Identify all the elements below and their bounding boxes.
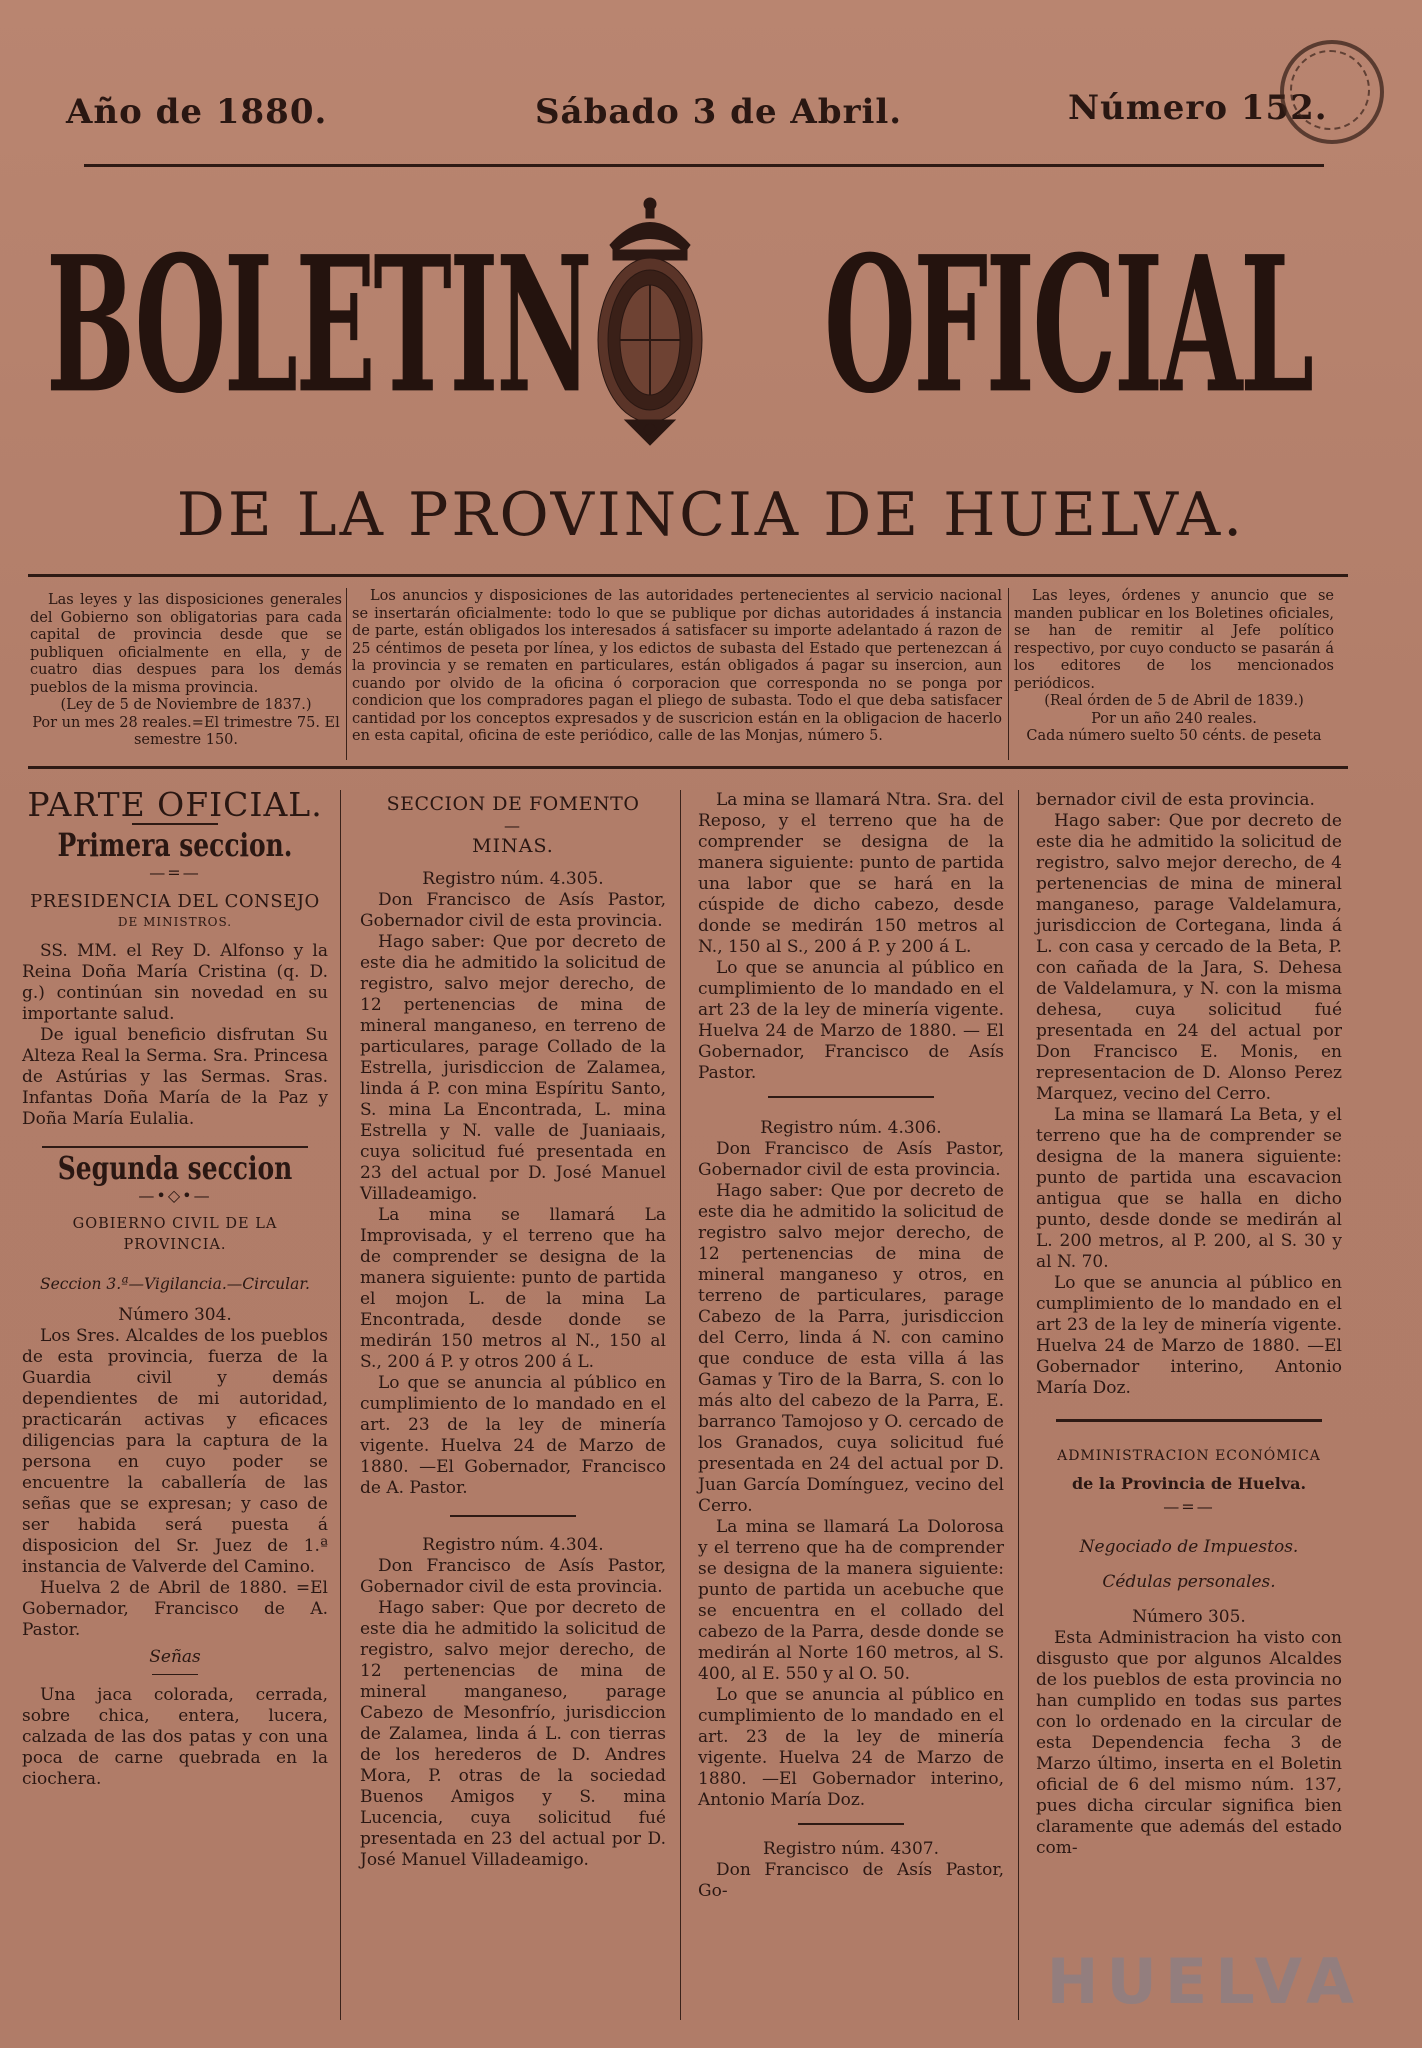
col1-para-1: SS. MM. el Rey D. Alfonso y la Reina Doña María Cristina (q. D. g.) continúan sin novedad en su importante salud.	[22, 941, 328, 1024]
cedulas-heading: Cédulas personales.	[1102, 1572, 1276, 1592]
col1-para-3: Los Sres. Alcaldes de los pueblos de esta provincia, fuerza de la Guardia civil y demás dependientes de mi autoridad, practicarán activas y eficaces diligencias para la captura de la persona en cuyo poder se encuentre la caballería de las señas que se expresan; y caso de ser habida será puesta á disposicion del Sr. Juez de 1.ª instancia de Valverde del Camino.	[22, 1326, 328, 1577]
admin-heading: ADMINISTRACION ECONÓMICA	[1057, 1448, 1321, 1464]
notice-right-price1: Por un año 240 reales.	[1091, 710, 1257, 727]
masthead-rule	[84, 164, 1324, 167]
subtitle-rule	[28, 574, 1348, 577]
short-rule	[768, 1096, 934, 1098]
col1-para-4: Huelva 2 de Abril de 1880. =El Gobernador, Francisco de A. Pastor.	[22, 1578, 328, 1640]
col4-para-3: La mina se llamará La Beta, y el terreno que ha de comprender se designa de la manera siguiente: punto de partida una escavacion antigua que se halla en dicho punto, desde donde se medirán al L. 200 metros, al P. 200, al S. 30 y al N. 70.	[1036, 1105, 1342, 1272]
short-rule	[42, 1146, 308, 1148]
short-rule	[152, 1674, 198, 1675]
col4-para-1: bernador civil de esta provincia.	[1036, 790, 1315, 810]
notice-center	[352, 588, 1002, 746]
short-rule	[798, 1823, 904, 1825]
title-boletin: BOLETIN	[46, 215, 591, 436]
parte-oficial-heading: PARTE OFICIAL.	[27, 785, 323, 824]
publication-subtitle: DE LA PROVINCIA DE HUELVA.	[176, 480, 1246, 550]
library-seal-inner-icon	[1290, 50, 1370, 130]
column-4	[1036, 790, 1342, 1859]
col4-para-2: Hago saber: Que por decreto de este dia he admitido la solicitud de registro, salvo mejor derecho, de 4 pertenencias de mina de mineral manganeso, parage Valdelamura, jurisdiccion de Cortegana, linda á L. con casa y cercado de la Beta, P. con cañada de la Jara, S. Dehesa de Valdelamura, y N. con la misma dehesa, cuya solicitud fué presentada en 24 del actual por Don Francisco E. Monis, en representacion de D. Alonso Perez Marquez, vecino del Cerro.	[1036, 811, 1342, 1104]
col1-para-5: Una jaca colorada, cerrada, sobre chica, entera, lucera, calzada de las dos patas y con una poca de carne quebrada en la ciochera.	[22, 1685, 328, 1789]
gobierno-heading: GOBIERNO CIVIL DE LA PROVINCIA.	[72, 1216, 278, 1253]
ministros-heading: DE MINISTROS.	[117, 915, 233, 929]
notice-left-ref: (Ley de 5 de Noviembre de 1837.)	[60, 697, 312, 713]
short-rule	[1056, 1419, 1322, 1422]
minas-heading: MINAS.	[472, 835, 554, 857]
col3-para-4: Hago saber: Que por decreto de este dia he admitido la solicitud de registro salvo mejor derecho, de 12 pertenencias de mina de mineral manganeso y otros, en terreno de particulares, parage Cabezo de la Parra, jurisdiccion del Cerro, linda á N. con camino que conduce de esta villa á las Gamas y Tiro de la Barra, S. con lo más alto del cabezo de la Parra, E. barranco Tamojoso y O. cercado de los Granados, cuya solicitud fué presentada en 24 del actual por D. Juan García Domínguez, vecino del Cerro.	[698, 1181, 1004, 1516]
issue-date: Sábado 3 de Abril.	[535, 92, 903, 132]
col2-para-4: Lo que se anuncia al público en cumplimiento de lo mandado en el art. 23 de la ley de minería vigente. Huelva 24 de Marzo de 1880. —El Gobernador, Francisco de A. Pastor.	[360, 1373, 666, 1498]
notice-center-text: Los anuncios y disposiciones de las autoridades pertenecientes al servicio nacional se insertarán oficialmente: todo lo que se publique por dichas autoridades á instancia de parte, están obligados los interesados á satisfacer su importe adelantado á razon de 25 céntimos de peseta por línea, y los edictos de subasta del Estado que pertenezcan á la provincia y se rematen en particulares, están obligados á pagar su insercion, aun cuando por olvido de la oficina ó corporacion que corresponda no se ponga por condicion que los compradores pagan el pliego de subasta. Todo el que deba satisfacer cantidad por los conceptos expresados y de suscricion están en la obligacion de hacerlo en esta capital, oficina de este periódico, calle de las Monjas, número 5.	[352, 588, 1002, 744]
col2-para-5: Don Francisco de Asís Pastor, Gobernador civil de esta provincia.	[360, 1556, 666, 1597]
registro-4307: Registro núm. 4307.	[763, 1839, 939, 1859]
admin-provincia: de la Provincia de Huelva.	[1071, 1474, 1307, 1493]
col1-para-2: De igual beneficio disfrutan Su Alteza Real la Serma. Sra. Princesa de Astúrias y las Sermas. Sras. Infantas Doña María de la Paz y Doña María Eulalia.	[22, 1025, 328, 1129]
col3-para-1: La mina se llamará Ntra. Sra. del Reposo, y el terreno que ha de comprender se designa de la manera siguiente: punto de partida una labor que se hará en la cúspide de dicho cabezo, desde donde se medirán 150 metros al N., 150 al S., 200 á P. y 200 á L.	[698, 790, 1004, 957]
short-rule	[450, 1515, 576, 1517]
col2-para-6: Hago saber: Que por decreto de este dia he admitido la solicitud de registro, salvo mejor derecho, de 12 pertenencias de mina de mineral manganeso, parage Cabezo de Mesonfrío, jurisdiccion de Zalamea, linda á L. con tierras de los herederos de D. Andres Mora, P. otras de la sociedad Buenos Amigos y S. mina Lucencia, cuya solicitud fué presentada en 23 del actual por D. José Manuel Villadeamigo.	[360, 1598, 666, 1870]
seccion-label: Seccion 3.ª—Vigilancia.—Circular.	[40, 1275, 310, 1293]
col4-para-4: Lo que se anuncia al público en cumplimiento de lo mandado en el art 23 de la ley de minería vigente. Huelva 24 de Marzo de 1880. —El Gobernador interino, Antonio María Doz.	[1036, 1273, 1342, 1398]
notice-rule	[28, 766, 1348, 769]
notice-divider-2	[1008, 588, 1009, 760]
notice-right-price2: Cada número suelto 50 cénts. de peseta	[1026, 728, 1322, 744]
notice-right-text: Las leyes, órdenes y anuncio que se manden publicar en los Boletines oficiales, se han de remitir al Jefe político respectivo, por cuyo conducto se pasarán á los editores de los mencionados periódicos.	[1014, 588, 1334, 692]
notice-left-price: Por un mes 28 reales.=El trimestre 75. El semestre 150.	[32, 714, 340, 748]
column-divider-3	[1018, 790, 1019, 2020]
col3-para-2: Lo que se anuncia al público en cumplimiento de lo mandado en el art 23 de la ley de minería vigente. Huelva 24 de Marzo de 1880. — El Gobernador, Francisco de Asís Pastor.	[698, 958, 1004, 1083]
huelva-watermark: HUELVA	[1046, 1945, 1362, 2018]
column-1	[22, 785, 328, 1790]
col3-para-7: Don Francisco de Asís Pastor, Go-	[698, 1860, 1004, 1901]
registro-4306: Registro núm. 4.306.	[760, 1118, 942, 1138]
notice-left	[30, 592, 342, 750]
column-3	[698, 790, 1004, 1902]
notice-left-text: Las leyes y las disposiciones generales del Gobierno son obligatorias para cada capital de provincia desde que se publiquen oficialmente en ella, y de cuatro dias despues para los demás pueblos de la misma provincia.	[30, 592, 342, 696]
column-divider-2	[680, 790, 681, 2020]
notice-right	[1014, 588, 1334, 746]
issue-number: Número 152.	[1068, 88, 1328, 128]
col2-para-1: Don Francisco de Asís Pastor, Gobernador civil de esta provincia.	[360, 890, 666, 931]
numero-304: Número 304.	[118, 1305, 232, 1325]
ornament: —=—	[149, 863, 201, 882]
notice-right-ref: (Real órden de 5 de Abril de 1839.)	[1044, 693, 1304, 709]
col2-para-3: La mina se llamará La Improvisada, y el terreno que ha de comprender se designa de la manera siguiente: punto de partida el mojon L. de la mina La Encontrada, desde donde se medirán 150 metros al N., 150 al S., 200 á P. y otros 200 á L.	[360, 1205, 666, 1372]
col3-para-5: La mina se llamará La Dolorosa y el terreno que ha de comprender se designa de la manera siguiente: punto de partida un acebuche que se encuentra en el collado del cabezo de la Parra, desde donde se medirán al Norte 160 metros, al S. 400, al E. 550 y al O. 50.	[698, 1517, 1004, 1684]
registro-4304: Registro núm. 4.304.	[422, 1535, 604, 1555]
col3-para-3: Don Francisco de Asís Pastor, Gobernador civil de esta provincia.	[698, 1139, 1004, 1180]
col3-para-6: Lo que se anuncia al público en cumplimiento de lo mandado en el art. 23 de la ley de minería vigente. Huelva 24 de Marzo de 1880. —El Gobernador interino, Antonio María Doz.	[698, 1685, 1004, 1810]
issue-year: Año de 1880.	[66, 92, 328, 132]
column-2	[360, 790, 666, 1871]
royal-coat-of-arms-icon	[585, 190, 715, 450]
primera-seccion-heading: Primera seccion.	[57, 826, 293, 864]
presidencia-heading: PRESIDENCIA DEL CONSEJO	[30, 891, 320, 912]
negociado-heading: Negociado de Impuestos.	[1079, 1537, 1299, 1557]
senas-heading: Señas	[149, 1647, 201, 1667]
ornament: —•◇•—	[138, 1186, 212, 1205]
numero-305: Número 305.	[1132, 1607, 1246, 1627]
column-divider-1	[340, 790, 341, 2020]
title-oficial: OFICIAL	[824, 215, 1312, 436]
col4-para-5: Esta Administracion ha visto con disgusto que por algunos Alcaldes de los pueblos de esta provincia no han cumplido en todas sus partes con lo ordenado en la circular de esta Dependencia fecha 3 de Marzo último, inserta en el Boletin oficial de 6 del mismo núm. 137, pues dicha circular significa bien claramente que además del estado com-	[1036, 1628, 1342, 1858]
notice-divider-1	[346, 588, 347, 760]
ornament: —	[504, 816, 522, 835]
ornament: —=—	[1163, 1497, 1215, 1516]
col2-para-2: Hago saber: Que por decreto de este dia he admitido la solicitud de registro, salvo mejor derecho, de 12 pertenencias de mina de mineral manganeso, en terreno de particulares, parage Collado de la Estrella, jurisdiccion de Zalamea, linda á P. con mina Espíritu Santo, S. mina La Encontrada, L. mina Estrella y N. valle de Juaniaais, cuya solicitud fué presentada en 23 del actual por D. José Manuel Villadeamigo.	[360, 932, 666, 1204]
fomento-heading: SECCION DE FOMENTO	[386, 793, 640, 815]
segunda-seccion-heading: Segunda seccion	[57, 1149, 293, 1187]
registro-4305: Registro núm. 4.305.	[422, 869, 604, 889]
